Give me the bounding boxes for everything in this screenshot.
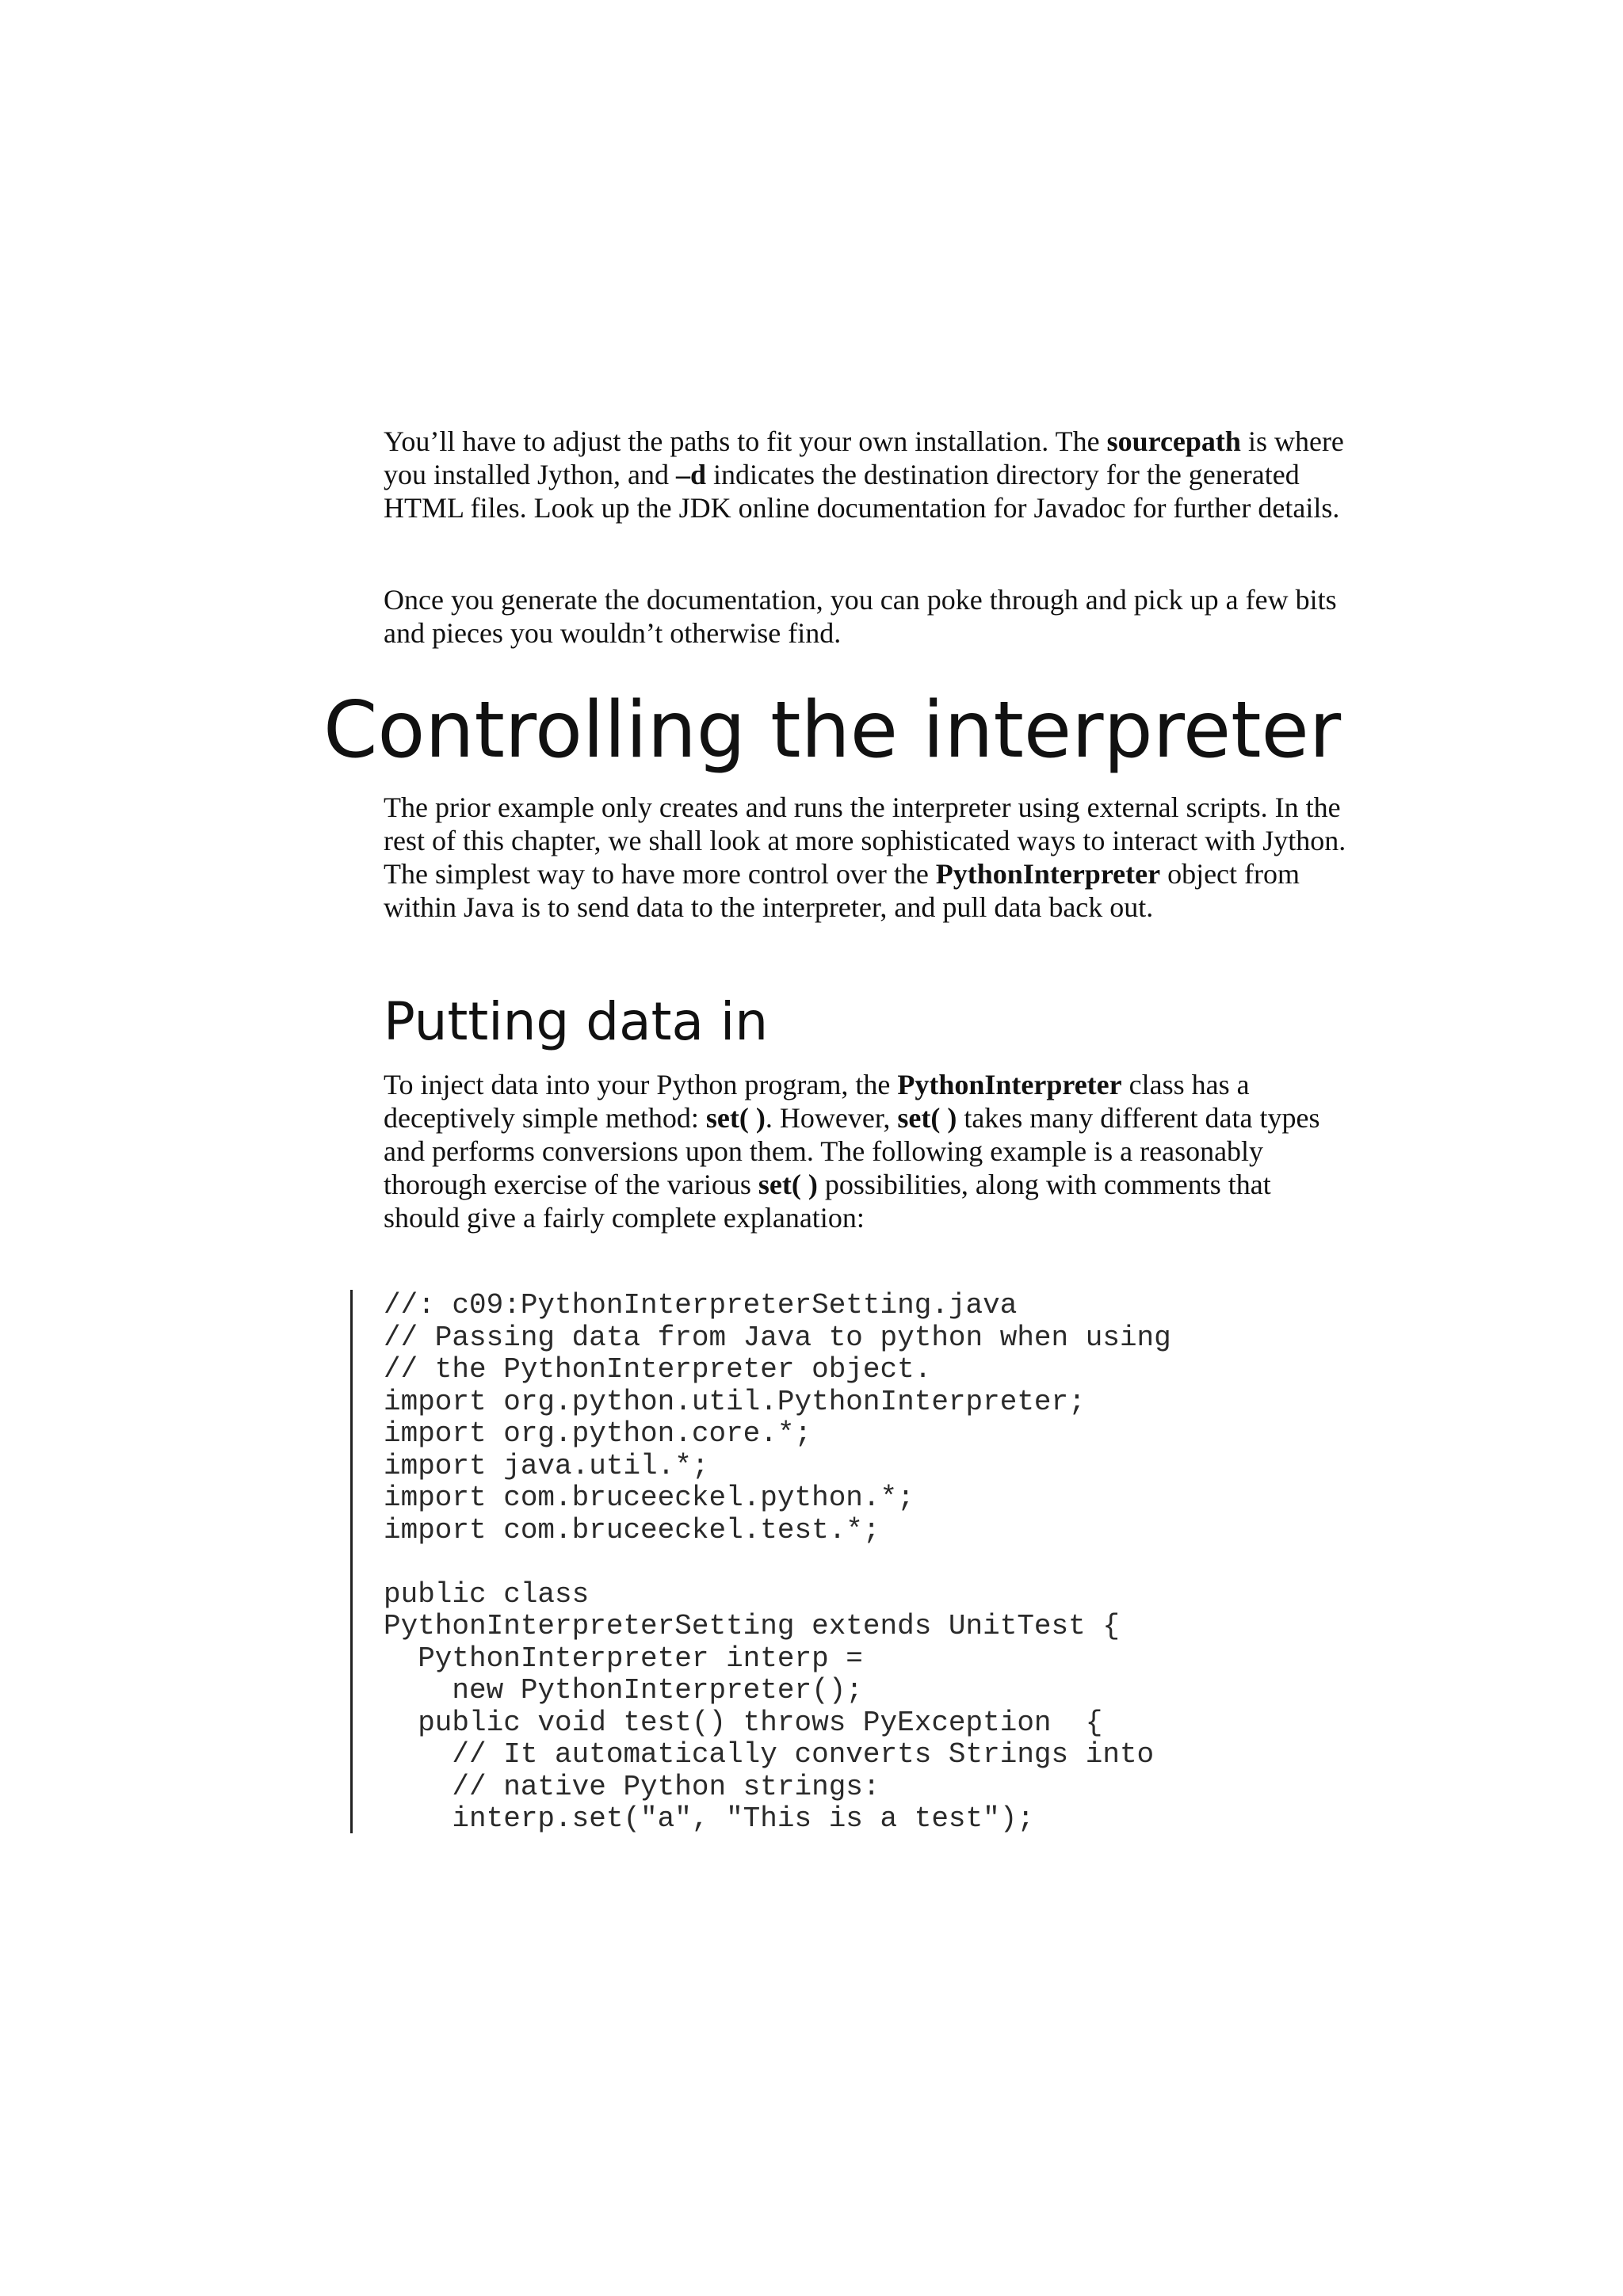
code-margin-bar (350, 1290, 353, 1833)
pythoninterpreter-term: PythonInterpreter (897, 1069, 1122, 1100)
text-run: . However, (765, 1102, 898, 1134)
text-run: To inject data into your Python program, the (384, 1069, 898, 1100)
sourcepath-term: sourcepath (1106, 425, 1241, 457)
intro-paragraph-2: Once you generate the documentation, you can poke through and pick up a few bits and pieces you wouldn’t otherwise find. (384, 584, 1337, 649)
section-paragraph-1 (384, 791, 1350, 924)
text-run: possibilities, along with comments that should give a fairly complete explanation: (384, 1169, 1271, 1234)
section-heading: Controlling the interpreter (323, 685, 1342, 776)
text-run: class has a deceptively simple method: (384, 1069, 1250, 1134)
code-line: //: c09:PythonInterpreterSetting.java (384, 1289, 1018, 1322)
intro-paragraph-1 (384, 425, 1350, 524)
text-run: The prior example only creates and runs the interpreter using external scripts. In the rest of this chapter, we shall look at more sophisticated ways to interact with Jython. The simplest way to have more control over the (384, 791, 1346, 890)
code-line (384, 1547, 1171, 1579)
code-line: import org.python.core.*; (384, 1417, 812, 1450)
set-method-term: set( ) (758, 1169, 818, 1200)
set-method-term: set( ) (705, 1102, 766, 1134)
set-method-term: set( ) (897, 1102, 957, 1134)
text-run: You’ll have to adjust the paths to fit your own installation. The (384, 425, 1107, 457)
code-line: // It automatically converts Strings into (384, 1738, 1155, 1771)
code-line: // native Python strings: (384, 1770, 880, 1803)
code-line: PythonInterpreterSetting extends UnitTest { (384, 1610, 1120, 1642)
code-line: import com.bruceeckel.test.*; (384, 1513, 880, 1547)
text-run: object from within Java is to send data to the interpreter, and pull data back out. (384, 858, 1300, 923)
text-run: indicates the destination directory for the generated HTML files. Look up the JDK online documentation for Javadoc for further details. (384, 459, 1340, 524)
code-line: import org.python.util.PythonInterpreter; (384, 1385, 1086, 1418)
code-line: public void test() throws PyException { (384, 1706, 1103, 1739)
d-option-term: –d (675, 459, 706, 490)
subsection-paragraph-1 (384, 1068, 1350, 1234)
pythoninterpreter-term: PythonInterpreter (935, 858, 1161, 890)
code-line: // the PythonInterpreter object. (384, 1353, 932, 1386)
code-line: import com.bruceeckel.python.*; (384, 1482, 915, 1514)
code-line: // Passing data from Java to python when using (384, 1321, 1171, 1354)
code-line: interp.set("a", "This is a test"); (384, 1802, 1034, 1835)
subsection-heading: Putting data in (384, 991, 769, 1052)
code-line: public class (384, 1577, 590, 1611)
text-run: takes many different data types and performs conversions upon them. The following example is a reasonably thorough exercise of the various (384, 1102, 1320, 1200)
code-line: import java.util.*; (384, 1449, 709, 1482)
code-line: PythonInterpreter interp = (384, 1642, 863, 1675)
text-run: is where you installed Jython, and (384, 425, 1344, 490)
code-line: new PythonInterpreter(); (384, 1674, 863, 1707)
code-listing (384, 1290, 1171, 1836)
